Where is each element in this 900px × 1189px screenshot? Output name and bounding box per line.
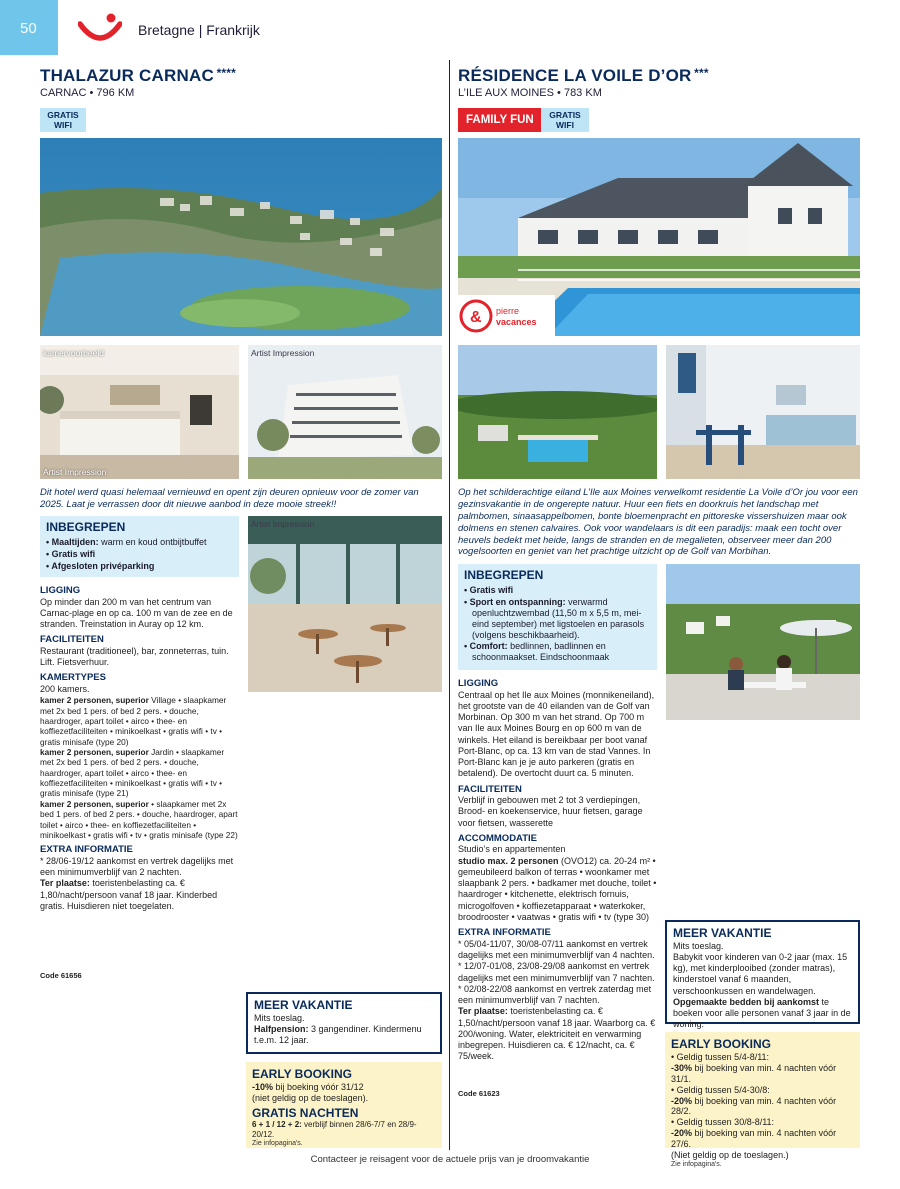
caption-artist-impression-1: Artist Impression <box>43 467 107 477</box>
facilities-text-left: Restaurant (traditioneel), bar, zonneterras, tuin. Lift. Fietsverhuur. <box>40 645 229 668</box>
hotel-intro-left: Dit hotel werd quasi helemaal vernieuwd en opent zijn deuren opnieuw voor de zomer van 2025. Laat je verrassen door dit nieuwe aanbod in deze mooie streek!! <box>40 487 419 510</box>
included-panel-left <box>40 516 239 577</box>
section-heading: EXTRA INFORMATIE <box>40 844 133 856</box>
more-holiday-title-left: MEER VAKANTIE <box>254 998 353 1012</box>
page-title: Bretagne | Frankrijk <box>138 22 260 38</box>
living-room-photo-right <box>666 345 860 479</box>
early-booking-line: (niet geldig op de toeslagen). <box>252 1092 369 1103</box>
included-item: • Sport en ontspanning: verwarmd openluchtzwembad (11,50 m x 5,5 m, mei-eind september) met ligstoelen en parasols (volgens beschikbaarheid). <box>464 596 645 640</box>
room-type-1: kamer 2 personen, superior Village • slaapkamer met 2x bed 1 pers. of bed 2 pers. • douche, haardroger, apart toilet • airco • thee- en koffiezetfaciliteiten • minikoelkast • gratis wifi • tv • gratis minisafe (type 20) <box>40 695 227 747</box>
section-heading: KAMERTYPES <box>40 672 106 684</box>
extra-info-left: Ter plaatse: toeristenbelasting ca. € 1,80/nacht/persoon vanaf 18 jaar. Kinderbed gratis. Huisdieren niet toegelaten. <box>40 878 218 911</box>
product-code-right: Code 61623 <box>458 1089 500 1098</box>
more-holiday-text: Mits toeslag. <box>254 1012 305 1023</box>
location-text-right: Centraal op het Ile aux Moines (monnikeneiland), het grootste van de 40 eilanden van de Golf van Morbinan. Op 300 m van het strand. Op 700 m van Ile aux Moines Bourg en op 600 m van de winkels. Het eiland is bereikbaar per boot vanaf Port-Blanc, op ca. 13 km van de stad Vannes. In Port-Blanc kan je je auto parkeren (gratis en betalend). De overtocht duurt ca. 5 minuten. <box>458 689 655 779</box>
svg-text:pierre: pierre <box>496 306 520 316</box>
hotel-main-photo-left <box>40 138 442 336</box>
room-photo-left <box>40 345 239 479</box>
hotel-title-right: RÉSIDENCE LA VOILE D’OR *** <box>458 66 709 85</box>
section-heading: FACILITEITEN <box>458 783 522 795</box>
location-text-left: Op minder dan 200 m van het centrum van Carnac-plage en op ca. 100 m van de zee en de stranden. Treinstation in Auray op 12 km. <box>40 596 233 630</box>
included-title-left: INBEGREPEN <box>46 520 126 534</box>
building-render-left <box>248 345 442 479</box>
page-number: 50 <box>0 0 58 55</box>
section-heading: ACCOMMODATIE <box>458 832 537 844</box>
more-holiday-text: Babykit voor kinderen van 0-2 jaar (max. 15 kg), met kinderplooibed (zonder matras), kinderstoel vanaf 6 maanden, verschoonkussen en wandelwagen. <box>673 951 848 996</box>
badge-gratis-wifi-right: GRATIS WIFI <box>541 108 589 132</box>
included-item: • Gratis wifi <box>464 584 514 595</box>
early-booking-title-left: EARLY BOOKING <box>252 1067 353 1081</box>
included-item: • Gratis wifi <box>46 548 96 559</box>
details-left <box>40 581 239 912</box>
svg-text:&: & <box>470 309 482 326</box>
early-booking-box-left <box>246 1062 442 1148</box>
hotel-title-left: THALAZUR CARNAC **** <box>40 66 237 85</box>
included-item: • Maaltijden: warm en koud ontbijtbuffet <box>46 536 207 547</box>
pierre-vacances-logo-icon <box>458 295 555 337</box>
see-info-pages-right: Zie infopagina's. <box>671 1161 722 1169</box>
section-heading: EXTRA INFORMATIE <box>458 927 551 939</box>
see-info-pages-left: Zie infopagina's. <box>252 1139 303 1147</box>
free-nights-line: 6 + 1 / 12 + 2: verblijf binnen 28/6-7/7 en 28/9-20/12. <box>252 1120 417 1139</box>
early-booking-line: (Niet geldig op de toeslagen.) <box>671 1150 789 1161</box>
hotel-subtitle-left: CARNAC • 796 KM <box>40 87 135 99</box>
room-type-3: kamer 2 personen, superior • slaapkamer met 2x bed 1 pers. of bed 2 pers. • douche, haardroger, apart toilet • airco • thee- en koffiezetfaciliteiten • minikoelkast • gratis wifi • tv • gratis minisafe (type 22) <box>40 798 238 840</box>
room-count-left: 200 kamers. <box>40 683 90 694</box>
included-item: • Comfort: bedlinnen, badlinnen en schoonmaakset. Eindschoonmaak <box>464 641 610 663</box>
extra-info-right: * 02/08-22/08 aankomst en vertrek zaterdag met een minimumverblijf van 7 nachten. <box>458 983 652 1006</box>
early-booking-title-right: EARLY BOOKING <box>671 1037 772 1051</box>
early-booking-box-right <box>665 1032 860 1169</box>
section-heading: LIGGING <box>458 678 499 689</box>
included-panel-right <box>458 564 657 670</box>
early-booking-line: • Geldig tussen 5/4-30/8: <box>671 1084 770 1095</box>
more-holiday-text: Mits toeslag. <box>673 940 724 951</box>
section-heading: FACILITEITEN <box>40 634 104 646</box>
early-booking-line: -20% bij boeking van min. 4 nachten vóór 27/6. <box>671 1128 837 1150</box>
restaurant-photo-left <box>248 516 442 692</box>
details-right <box>458 674 657 1063</box>
hotel-subtitle-right: L’ILE AUX MOINES • 783 KM <box>458 87 602 99</box>
product-code-left: Code 61656 <box>40 971 82 980</box>
tui-logo-icon <box>78 12 122 46</box>
pool-aerial-photo-right <box>458 345 657 479</box>
early-booking-line: • Geldig tussen 5/4-8/11: <box>671 1051 770 1062</box>
room-type-2: kamer 2 personen, superior Jardin • slaapkamer met 2x bed 1 pers. of bed 2 pers. • douche, haardroger, apart toilet • airco • thee- en koffiezetfaciliteiten • minikoelkast • gratis wifi • tv • gratis minisafe (type 21) <box>40 747 225 799</box>
hotel-intro-right: Op het schilderachtige eiland L’Ile aux Moines verwelkomt residentie La Voile d’Or jou voor een gezinsvakantie in de ongerepte natuur. Huur een fiets en doorkruis het landschap met palmbomen, sinaasappelbomen, bonte bloemenpracht en pittoreske vissershuizen maar ook dolmens en stenen calvaires. Ook voor wandelaars is dit een paradijs: maak een tocht over heuvels bedekt met heide, langs de stranden en de megalieten, observeer meer dan 200 vogelsoorten en geniet van het prachtige uitzicht op de Golf van Morbihan. <box>458 487 858 558</box>
page-footer: Contacteer je reisagent voor de actuele prijs van je droomvakantie <box>310 1154 590 1165</box>
more-holiday-box-left <box>246 992 442 1054</box>
early-booking-line: -20% bij boeking van min. 4 nachten vóór 28/2. <box>671 1095 837 1117</box>
section-heading: LIGGING <box>40 585 81 596</box>
extra-info-right: * 12/07-01/08, 23/08-29/08 aankomst en vertrek dagelijks met een minimumverblijf van 7 nachten. <box>458 961 655 983</box>
free-nights-title-left: GRATIS NACHTEN <box>252 1105 359 1120</box>
caption-room-example: kamervoorbeeld <box>43 348 104 358</box>
extra-info-right: * 05/04-11/07, 30/08-07/11 aankomst en vertrek dagelijks met een minimumverblijf van 4 nachten. <box>458 938 655 961</box>
terrace-photo-right <box>666 564 860 720</box>
more-holiday-title-right: MEER VAKANTIE <box>673 926 772 940</box>
early-booking-line: -10% bij boeking vóór 31/12 <box>252 1081 364 1092</box>
more-holiday-text: Opgemaakte bedden bij aankomst te boeken voor alle personen vanaf 3 jaar in de woning. <box>673 996 851 1030</box>
caption-artist-impression-2: Artist Impression <box>251 348 315 358</box>
more-holiday-text: Halfpension: 3 gangendiner. Kindermenu t.e.m. 12 jaar. <box>254 1023 422 1046</box>
studio-description: studio max. 2 personen (OVO12) ca. 20-24 m² • gemeubileerd balkon of terras • woonkamer met slaapbank 2 pers. • badkamer met douche, toilet • haardroger • kitchenette, elektrisch fornuis, microgolfoven • koffiezetapparaat • waterkoker, broodrooster • vaatwas • gratis wifi • tv (type 30) <box>458 855 657 922</box>
included-title-right: INBEGREPEN <box>464 568 544 582</box>
accommodation-text: Studio’s en appartementen <box>458 844 566 855</box>
extra-info-left: * 28/06-19/12 aankomst en vertrek dagelijks met een minimumverblijf van 2 nachten. <box>40 855 234 878</box>
more-holiday-box-right <box>665 920 860 1030</box>
early-booking-line: -30% bij boeking van min. 4 nachten vóór 31/1. <box>671 1062 837 1084</box>
caption-artist-impression-3: Artist Impression <box>251 519 315 529</box>
badge-gratis-wifi-left: GRATIS WIFI <box>40 108 86 132</box>
extra-info-right: Ter plaatse: toeristenbelasting ca. € 1,50/nacht/persoon vanaf 18 jaar. Waarborg ca. € 200/woning. Water, elektriciteit en verwarming inbegrepen. Huisdieren ca. € 12/nacht, ca. € 75/week. <box>458 1006 656 1062</box>
included-item: • Afgesloten privéparking <box>46 560 155 571</box>
early-booking-line: • Geldig tussen 30/8-8/11: <box>671 1117 775 1128</box>
svg-text:vacances: vacances <box>496 317 537 327</box>
column-divider <box>449 60 450 1150</box>
pierre-vacances-logo <box>458 295 555 337</box>
badge-family-fun: FAMILY FUN <box>458 108 542 132</box>
facilities-text-right: Verblijf in gebouwen met 2 tot 3 verdiepingen, Brood- en koekenservice, huur fietsen, garage voor fietsen, wasserette <box>458 795 643 828</box>
